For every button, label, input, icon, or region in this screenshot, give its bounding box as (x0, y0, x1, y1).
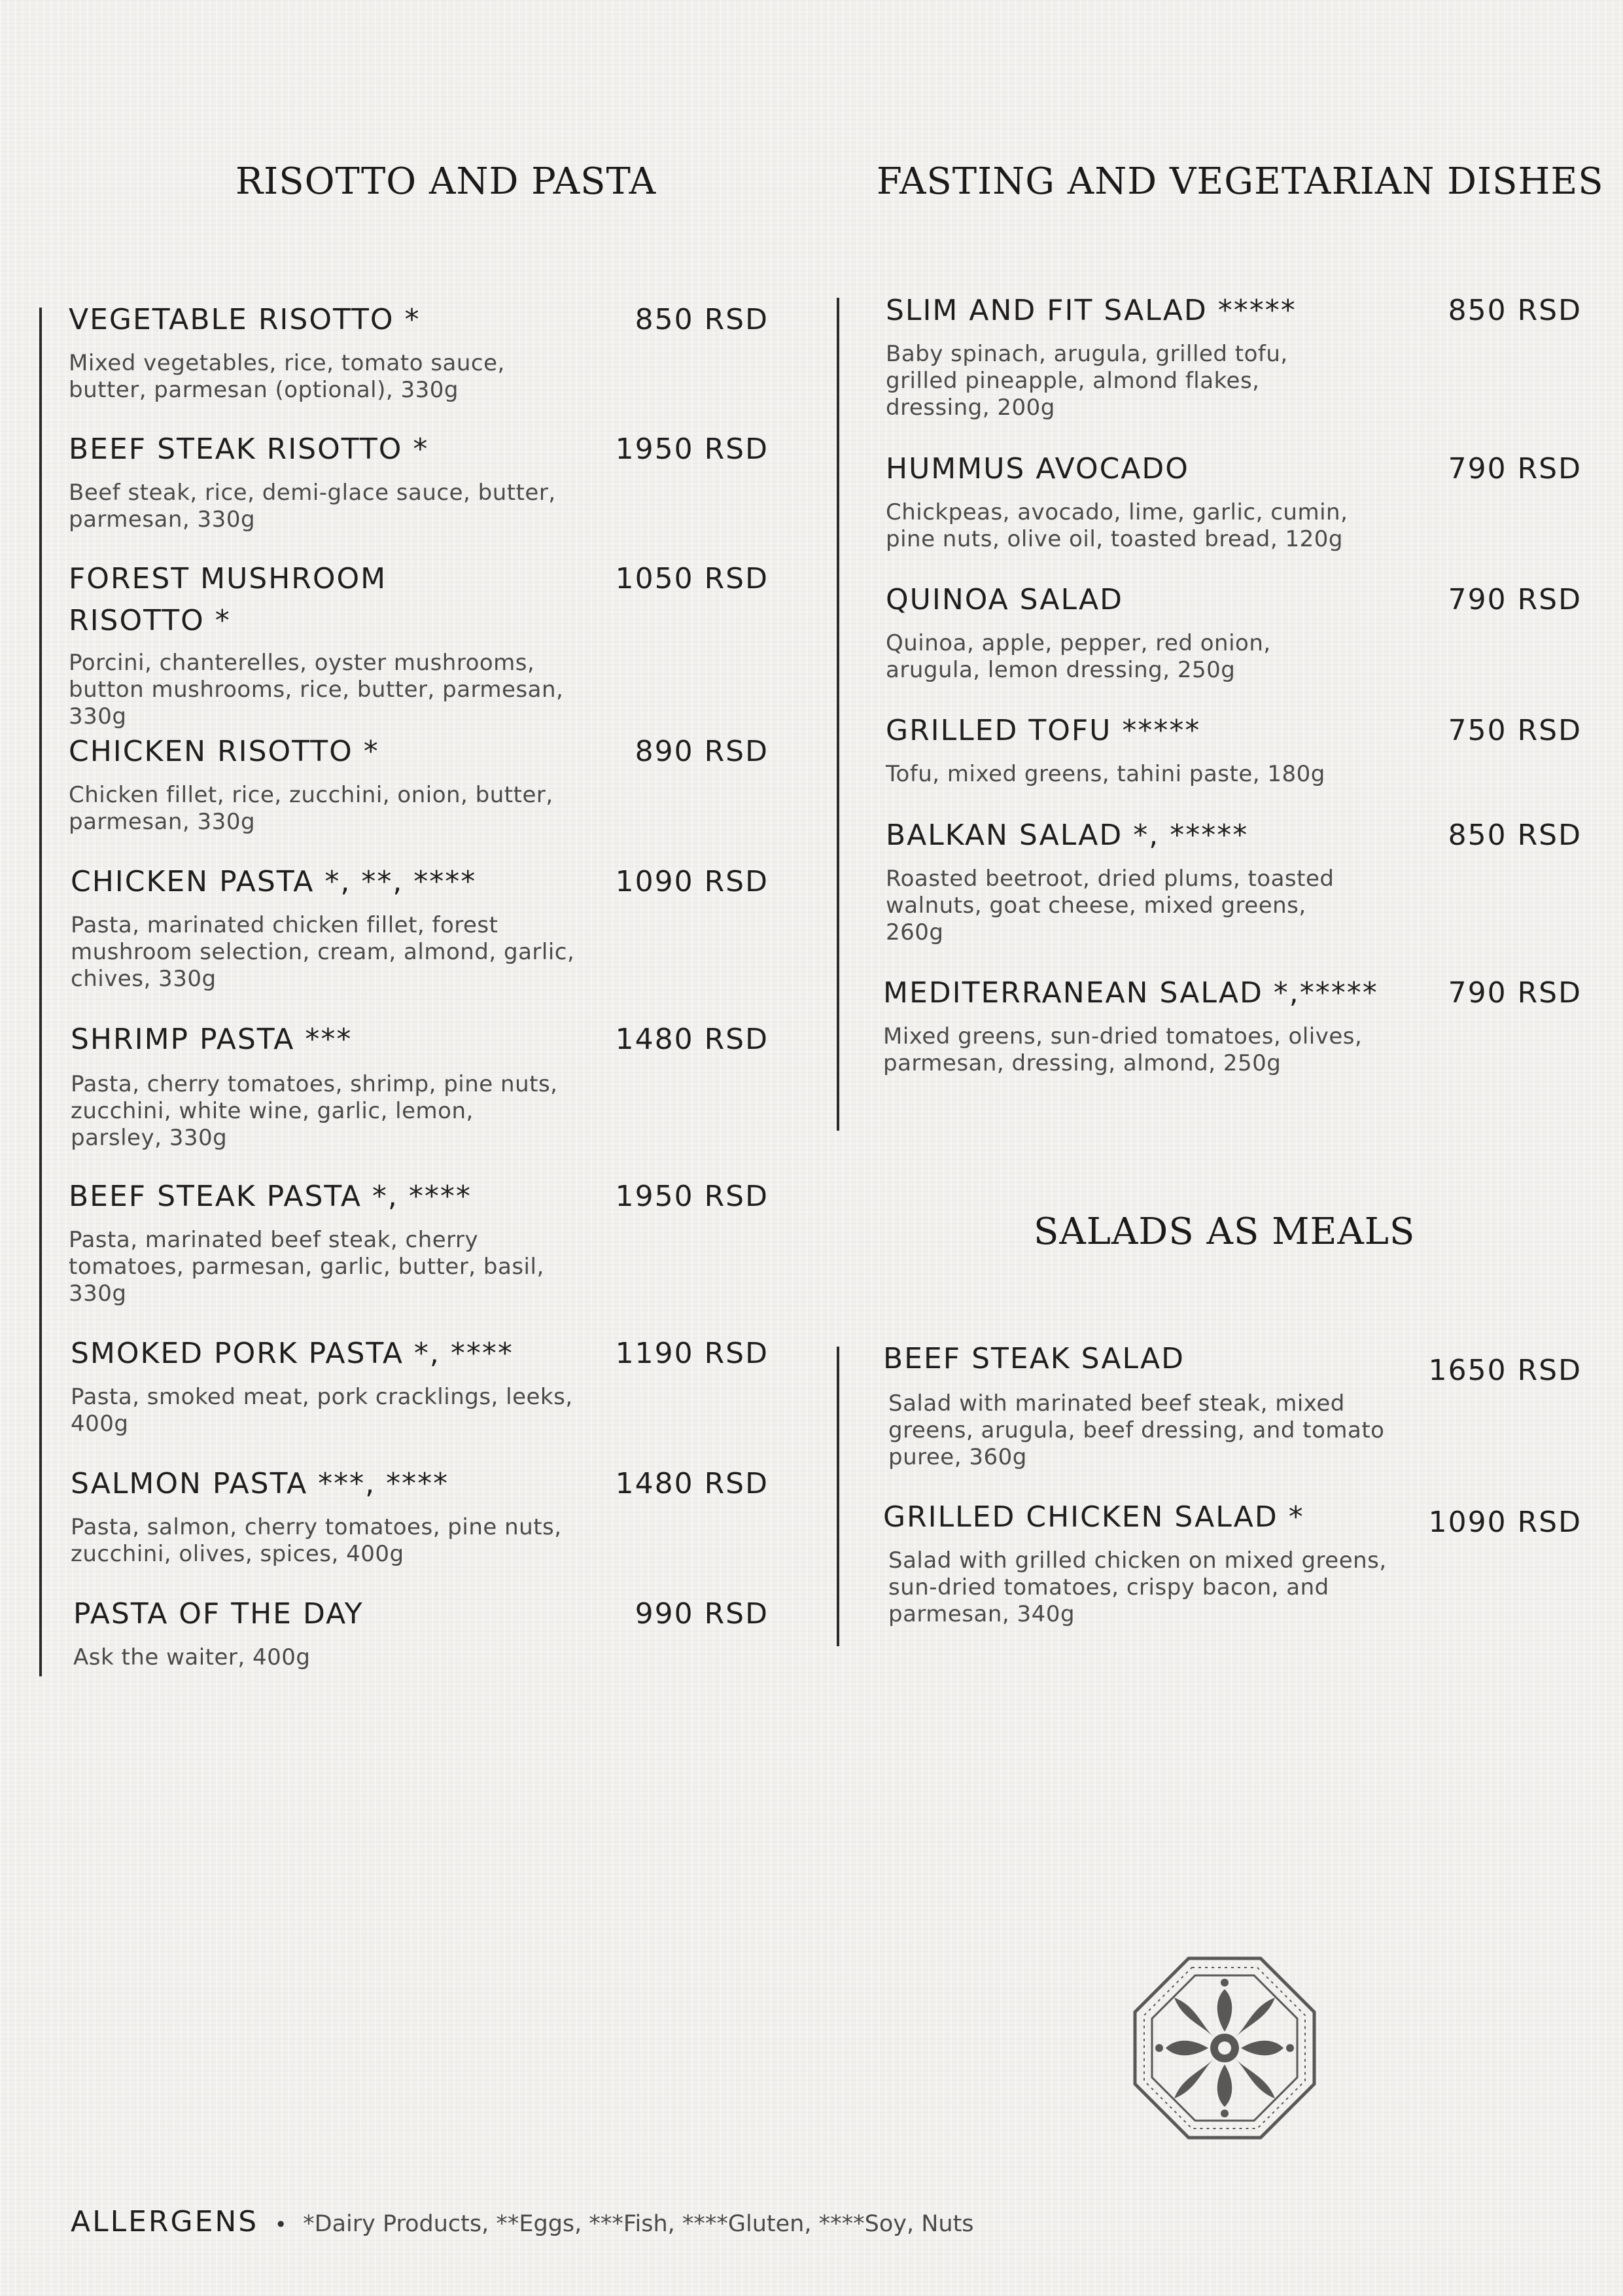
menu-item-price: 750 RSD (1448, 714, 1582, 747)
menu-item-price: 850 RSD (635, 303, 769, 336)
menu-item-description: Pasta, cherry tomatoes, shrimp, pine nuts, zucchini, white wine, garlic, lemon, parsley, 330g (71, 1071, 558, 1151)
menu-item-name: HUMMUS AVOCADO (886, 452, 1189, 486)
menu-item-price: 790 RSD (1448, 583, 1582, 616)
salads-column-rule (837, 1347, 839, 1646)
menu-item-description: Salad with grilled chicken on mixed greens, sun-dried tomatoes, crispy bacon, and parmesan, 340g (888, 1547, 1387, 1627)
menu-item-name: BEEF STEAK SALAD (883, 1342, 1185, 1375)
menu-item-price: 1090 RSD (615, 865, 769, 898)
menu-item-name: GRILLED CHICKEN SALAD * (883, 1500, 1304, 1534)
menu-item-name: VEGETABLE RISOTTO * (69, 303, 421, 336)
menu-item-description: Mixed greens, sun-dried tomatoes, olives, parmesan, dressing, almond, 250g (883, 1023, 1363, 1076)
menu-item-price: 890 RSD (635, 735, 769, 768)
menu-item-price: 790 RSD (1448, 452, 1582, 486)
menu-item-description: Pasta, salmon, cherry tomatoes, pine nuts, zucchini, olives, spices, 400g (71, 1514, 562, 1567)
menu-item-price: 1480 RSD (615, 1023, 769, 1056)
menu-item-name: SMOKED PORK PASTA *, **** (71, 1337, 514, 1370)
allergens-legend (71, 2205, 974, 2238)
menu-item-description: Roasted beetroot, dried plums, toasted walnuts, goat cheese, mixed greens, 260g (886, 866, 1335, 945)
menu-item-price: 1090 RSD (1428, 1506, 1582, 1539)
menu-item-name: CHICKEN PASTA *, **, **** (71, 865, 477, 898)
menu-item-description: Tofu, mixed greens, tahini paste, 180g (886, 761, 1325, 787)
menu-item-price: 1050 RSD (615, 562, 769, 595)
menu-item-description: Chicken fillet, rice, zucchini, onion, butter, parmesan, 330g (69, 782, 553, 835)
menu-item-description: Baby spinach, arugula, grilled tofu, grilled pineapple, almond flakes, dressing, 200g (886, 341, 1288, 421)
menu-item-name: SHRIMP PASTA *** (71, 1023, 353, 1056)
menu-item-price: 1480 RSD (615, 1467, 769, 1500)
menu-item-name: SLIM AND FIT SALAD ***** (886, 294, 1297, 327)
menu-item-price: 1190 RSD (615, 1337, 769, 1370)
menu-item-price: 850 RSD (1448, 819, 1582, 852)
menu-item-description: Quinoa, apple, pepper, red onion, arugula, lemon dressing, 250g (886, 630, 1271, 683)
menu-item-name: QUINOA SALAD (886, 583, 1124, 616)
allergens-list: *Dairy Products, **Eggs, ***Fish, ****Gluten, ****Soy, Nuts (303, 2211, 974, 2237)
menu-item-price: 1650 RSD (1428, 1354, 1582, 1387)
menu-item-description: Pasta, marinated chicken fillet, forest mushroom selection, cream, almond, garlic, chives, 330g (71, 912, 575, 992)
menu-item-description: Beef steak, rice, demi-glace sauce, butter, parmesan, 330g (69, 480, 556, 533)
menu-item-price: 1950 RSD (615, 433, 769, 466)
menu-item-name: BEEF STEAK PASTA *, **** (69, 1180, 472, 1213)
section-title-vegetarian: FASTING AND VEGETARIAN DISHES (877, 160, 1604, 203)
menu-item-description: Chickpeas, avocado, lime, garlic, cumin, pine nuts, olive oil, toasted bread, 120g (886, 499, 1348, 552)
menu-item-description: Mixed vegetables, rice, tomato sauce, butter, parmesan (optional), 330g (69, 350, 505, 403)
right-column-rule (837, 298, 839, 1131)
menu-item-description: Ask the waiter, 400g (73, 1644, 311, 1670)
menu-item-name: SALMON PASTA ***, **** (71, 1467, 449, 1500)
menu-item-price: 1950 RSD (615, 1180, 769, 1213)
menu-item-description: Pasta, smoked meat, pork cracklings, leeks, 400g (71, 1384, 573, 1437)
section-title-salads-as-meals: SALADS AS MEALS (1034, 1210, 1416, 1253)
menu-item-name: MEDITERRANEAN SALAD *,***** (883, 976, 1378, 1010)
menu-item-name: PASTA OF THE DAY (73, 1597, 364, 1631)
menu-item-name: FOREST MUSHROOM RISOTTO * (69, 562, 387, 637)
menu-item-description: Salad with marinated beef steak, mixed greens, arugula, beef dressing, and tomato puree, 360g (888, 1390, 1385, 1470)
left-column-rule (39, 308, 42, 1676)
menu-item-name: CHICKEN RISOTTO * (69, 735, 379, 768)
section-title-risotto-pasta: RISOTTO AND PASTA (236, 160, 657, 203)
menu-item-description: Pasta, marinated beef steak, cherry tomatoes, parmesan, garlic, butter, basil, 330g (69, 1227, 544, 1307)
menu-item-price: 850 RSD (1448, 294, 1582, 327)
menu-item-name: BEEF STEAK RISOTTO * (69, 433, 429, 466)
menu-item-price: 990 RSD (635, 1597, 769, 1631)
allergens-label: ALLERGENS (71, 2205, 259, 2238)
menu-item-name: BALKAN SALAD *, ***** (886, 819, 1249, 852)
menu-item-price: 790 RSD (1448, 976, 1582, 1010)
menu-item-name: GRILLED TOFU ***** (886, 714, 1201, 747)
ornament-emblem-icon (1130, 1953, 1319, 2143)
menu-item-description: Porcini, chanterelles, oyster mushrooms, button mushrooms, rice, butter, parmesan, 330g (69, 650, 564, 730)
bullet-separator: • (277, 2212, 285, 2236)
